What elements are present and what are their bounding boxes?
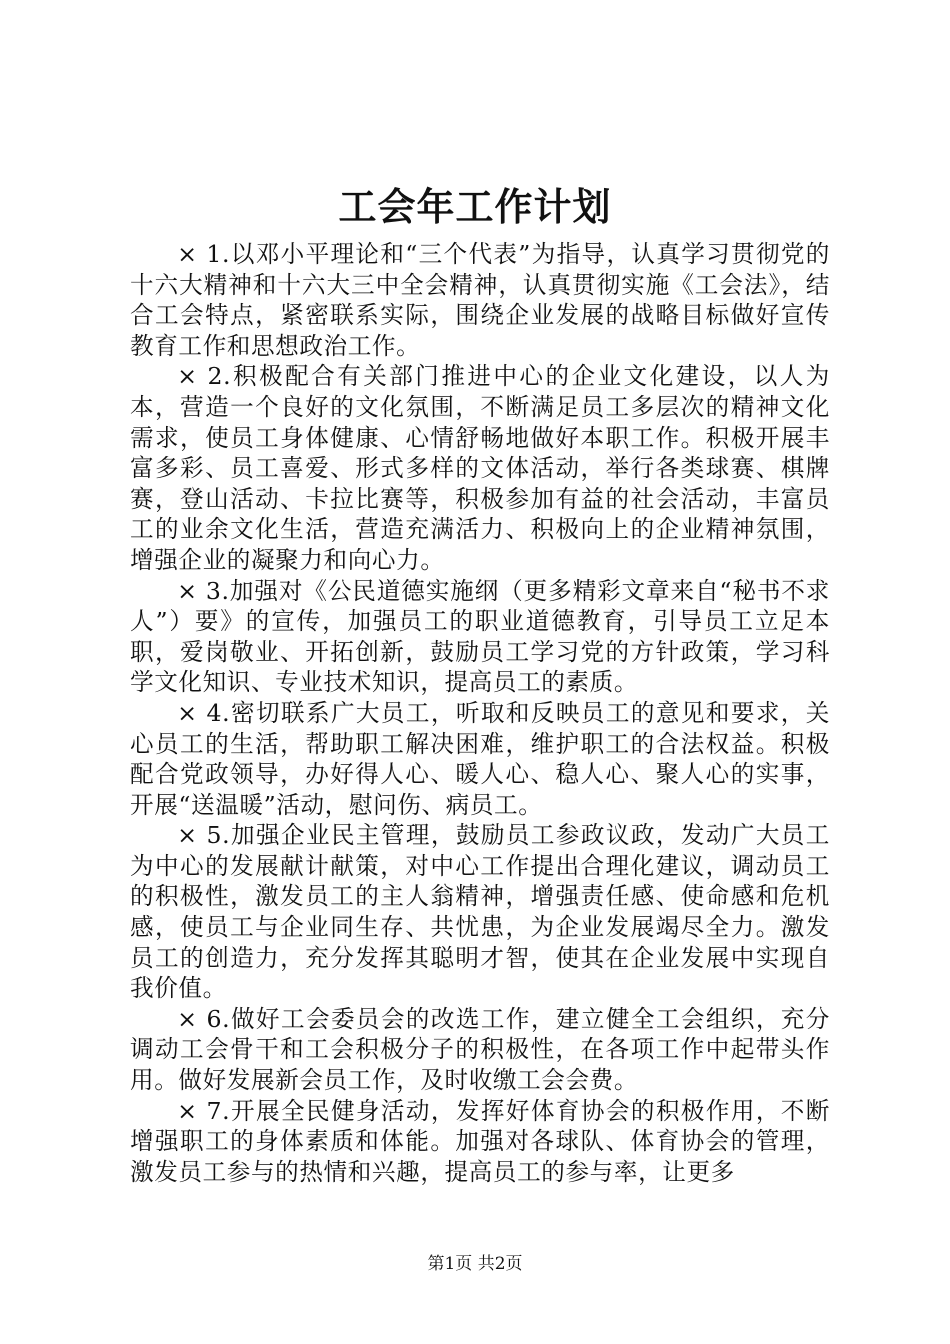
- paragraph-5: × 5.加强企业民主管理，鼓励员工参政议政，发动广大员工为中心的发展献计献策，对中心工作提出合理化建议，调动员工的积极性，激发员工的主人翁精神，增强责任感、使命感和危机感，使员工与企业同生存、共忧患，为企业发展竭尽全力。激发员工的创造力，充分发挥其聪明才智，使其在企业发展中实现自我价值。: [130, 821, 830, 1003]
- paragraph-7: × 7.开展全民健身活动，发挥好体育协会的积极作用，不断增强职工的身体素质和体能。加强对各球队、体育协会的管理，激发员工参与的热情和兴趣，提高员工的参与率，让更多: [130, 1096, 830, 1186]
- paragraph-4: × 4.密切联系广大员工，听取和反映员工的意见和要求，关心员工的生活，帮助职工解决困难，维护职工的合法权益。积极配合党政领导，办好得人心、暖人心、稳人心、聚人心的实事，开展“送温暖”活动，慰问伤、病员工。: [130, 698, 830, 819]
- paragraph-2: × 2.积极配合有关部门推进中心的企业文化建设，以人为本，营造一个良好的文化氛围，不断满足员工多层次的精神文化需求，使员工身体健康、心情舒畅地做好本职工作。积极开展丰富多彩、员工喜爱、形式多样的文体活动，举行各类球赛、棋牌赛，登山活动、卡拉比赛等，积极参加有益的社会活动，丰富员工的业余文化生活，营造充满活力、积极向上的企业精神氛围，增强企业的凝聚力和向心力。: [130, 362, 830, 574]
- paragraph-6: × 6.做好工会委员会的改选工作，建立健全工会组织，充分调动工会骨干和工会积极分子的积极性，在各项工作中起带头作用。做好发展新会员工作，及时收缴工会会费。: [130, 1004, 830, 1095]
- page-footer: 第1页 共2页: [427, 1254, 523, 1274]
- document-title: 工会年工作计划: [338, 184, 612, 229]
- paragraph-3: × 3.加强对《公民道德实施纲（更多精彩文章来自“秘书不求人”）要》的宣传，加强员工的职业道德教育，引导员工立足本职，爱岗敬业、开拓创新，鼓励员工学习党的方针政策，学习科学文化知识、专业技术知识，提高员工的素质。: [130, 576, 830, 697]
- document-body: [130, 239, 830, 1187]
- paragraph-1: × 1.以邓小平理论和“三个代表”为指导，认真学习贯彻党的十六大精神和十六大三中全会精神，认真贯彻实施《工会法》，结合工会特点，紧密联系实际，围绕企业发展的战略目标做好宣传教育工作和思想政治工作。: [130, 240, 830, 360]
